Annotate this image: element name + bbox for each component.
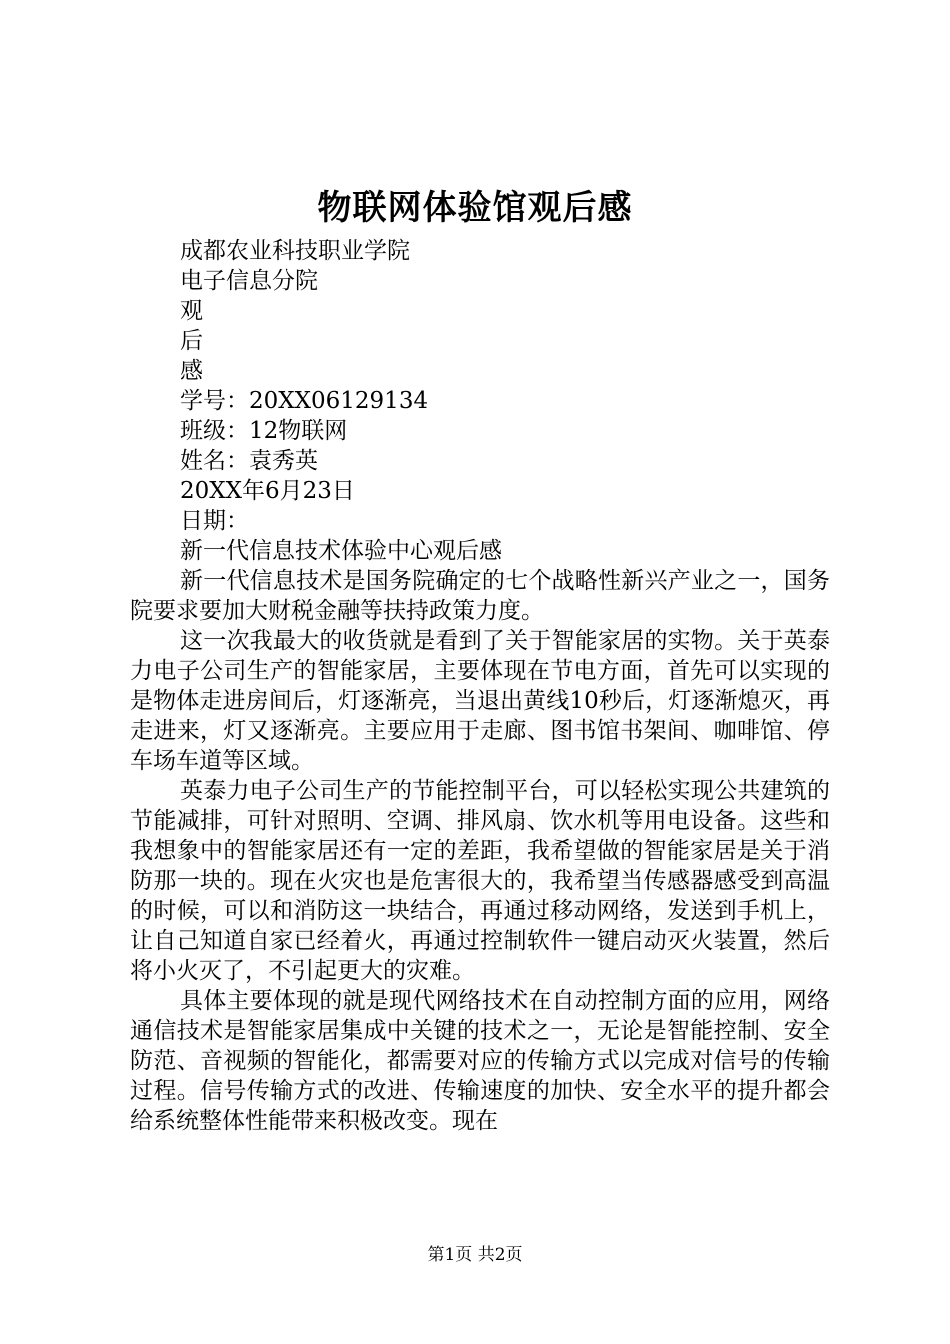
- department-name: 电子信息分院: [180, 268, 318, 294]
- date-label: 日期：: [180, 508, 249, 534]
- student-id: 学号：20XX06129134: [180, 388, 429, 414]
- school-name: 成都农业科技职业学院: [180, 238, 410, 264]
- cover-char-gan: 感: [180, 358, 203, 384]
- document-title: 物联网体验馆观后感: [317, 188, 633, 228]
- cover-char-hou: 后: [180, 328, 203, 354]
- page-footer: 第1页 共2页: [427, 1245, 523, 1265]
- paragraph-1: 新一代信息技术是国务院确定的七个战略性新兴产业之一，国务院要求要加大财税金融等扶持政策力度。: [130, 568, 830, 624]
- document-body: [130, 236, 830, 1136]
- date-value: 20XX年6月23日: [180, 478, 355, 504]
- class-name: 班级：12物联网: [180, 418, 348, 444]
- essay-subtitle: 新一代信息技术体验中心观后感: [180, 538, 502, 564]
- cover-char-guan: 观: [180, 298, 203, 324]
- paragraph-2: 这一次我最大的收货就是看到了关于智能家居的实物。关于英泰力电子公司生产的智能家居，主要体现在节电方面，首先可以实现的是物体走进房间后，灯逐渐亮，当退出黄线10秒后，灯逐渐熄灭，再走进来，灯又逐渐亮。主要应用于走廊、图书馆书架间、咖啡馆、停车场车道等区域。: [130, 628, 830, 774]
- student-name: 姓名：袁秀英: [180, 448, 318, 474]
- paragraph-3: 英泰力电子公司生产的节能控制平台，可以轻松实现公共建筑的节能减排，可针对照明、空调、排风扇、饮水机等用电设备。这些和我想象中的智能家居还有一定的差距，我希望做的智能家居是关于消防那一块的。现在火灾也是危害很大的，我希望当传感器感受到高温的时候，可以和消防这一块结合，再通过移动网络，发送到手机上，让自己知道自家已经着火，再通过控制软件一键启动灭火装置，然后将小火灭了，不引起更大的灾难。: [130, 778, 830, 984]
- paragraph-4: 具体主要体现的就是现代网络技术在自动控制方面的应用，网络通信技术是智能家居集成中关键的技术之一，无论是智能控制、安全防范、音视频的智能化，都需要对应的传输方式以完成对信号的传输过程。信号传输方式的改进、传输速度的加快、安全水平的提升都会给系统整体性能带来积极改变。现在: [130, 988, 830, 1134]
